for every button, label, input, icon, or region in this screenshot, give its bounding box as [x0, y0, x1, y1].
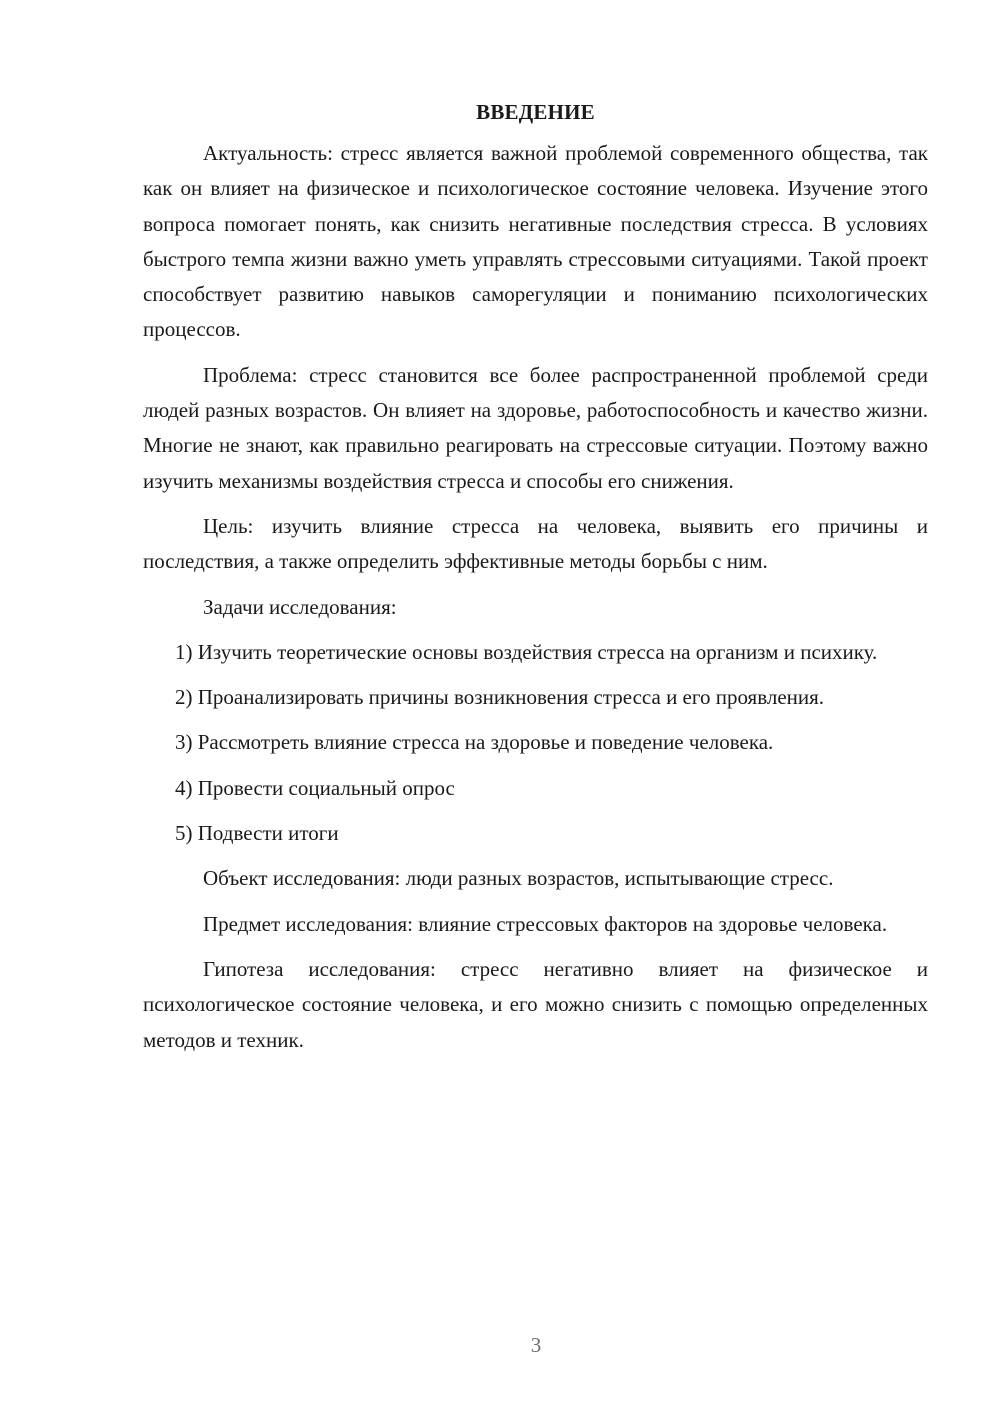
paragraph-problem: Проблема: стресс становится все более распространенной проблемой среди людей разных возрастов. Он влияет на здоровье, работоспособность и качество жизни. Многие не знают, как правильно реагировать на стрессовые ситуации. Поэтому важно изучить механизмы воздействия стресса и способы его снижения.: [143, 362, 928, 493]
list-item: 3) Рассмотреть влияние стресса на здоровье и поведение человека.: [175, 730, 774, 755]
paragraph-object: Объект исследования: люди разных возрастов, испытывающие стресс.: [203, 866, 834, 891]
tasks-list: [143, 635, 928, 851]
page-content: [143, 96, 928, 1068]
list-item: 1) Изучить теоретические основы воздействия стресса на организм и психику.: [175, 639, 878, 664]
page-number: 3: [530, 1333, 542, 1357]
list-item: 2) Проанализировать причины возникновения стресса и его проявления.: [175, 685, 825, 710]
paragraph-goal: Цель: изучить влияние стресса на человека, выявить его причины и последствия, а также определить эффективные методы борьбы с ним.: [143, 513, 928, 574]
page-title: ВВЕДЕНИЕ: [476, 100, 595, 124]
list-item: 5) Подвести итоги: [175, 821, 339, 846]
paragraph-tasks-heading: Задачи исследования:: [203, 594, 397, 619]
paragraph-hypothesis: Гипотеза исследования: стресс негативно влияет на физическое и психологическое состояние человека, и его можно снизить с помощью определенных методов и техник.: [143, 956, 928, 1052]
paragraph-relevance: Актуальность: стресс является важной проблемой современного общества, так как он влияет на физическое и психологическое состояние человека. Изучение этого вопроса помогает понять, как снизить негативные последствия стресса. В условиях быстрого темпа жизни важно уметь управлять стрессовыми ситуациями. Такой проект способствует развитию навыков саморегуляции и пониманию психологических процессов.: [143, 141, 928, 342]
paragraph-subject: Предмет исследования: влияние стрессовых факторов на здоровье человека.: [203, 911, 888, 936]
list-item: 4) Провести социальный опрос: [175, 775, 455, 800]
